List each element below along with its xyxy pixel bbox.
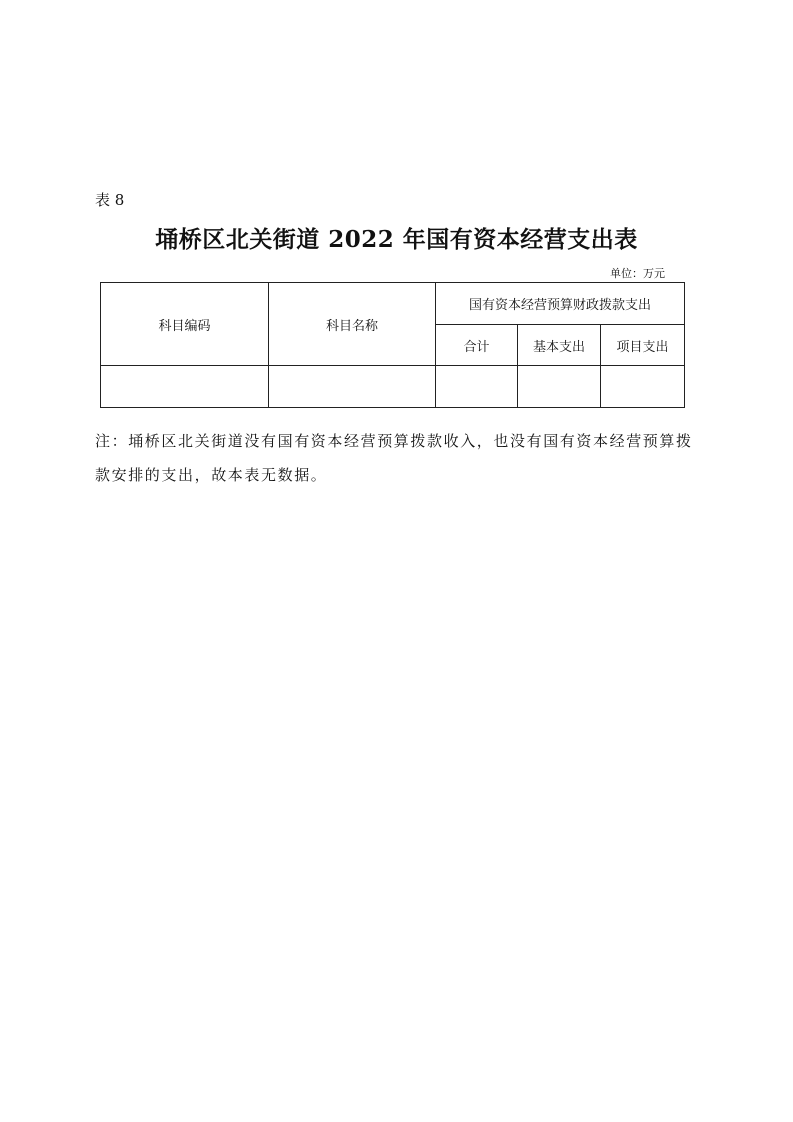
header-basic-expenditure: 基本支出 xyxy=(518,325,601,366)
header-subject-name: 科目名称 xyxy=(269,283,436,366)
table-number-label: 表 8 xyxy=(95,191,125,209)
footnote: 注：埇桥区北关街道没有国有资本经营预算拨款收入，也没有国有资本经营预算拨款安排的支出，故本表无数据。 xyxy=(95,432,693,484)
cell-basic-expenditure xyxy=(518,366,601,408)
cell-project-expenditure xyxy=(601,366,685,408)
table-row xyxy=(101,366,685,408)
table-header-row xyxy=(101,283,685,325)
header-total: 合计 xyxy=(436,325,518,366)
page-title: 埇桥区北关街道 2022 年国有资本经营支出表 xyxy=(155,226,638,253)
header-subject-code: 科目编码 xyxy=(101,283,269,366)
cell-subject-code xyxy=(101,366,269,408)
cell-total xyxy=(436,366,518,408)
header-project-expenditure: 项目支出 xyxy=(601,325,685,366)
unit-label: 单位：万元 xyxy=(610,267,665,280)
cell-subject-name xyxy=(269,366,436,408)
header-state-capital-expenditure: 国有资本经营预算财政拨款支出 xyxy=(436,283,685,325)
expenditure-table xyxy=(100,282,685,408)
